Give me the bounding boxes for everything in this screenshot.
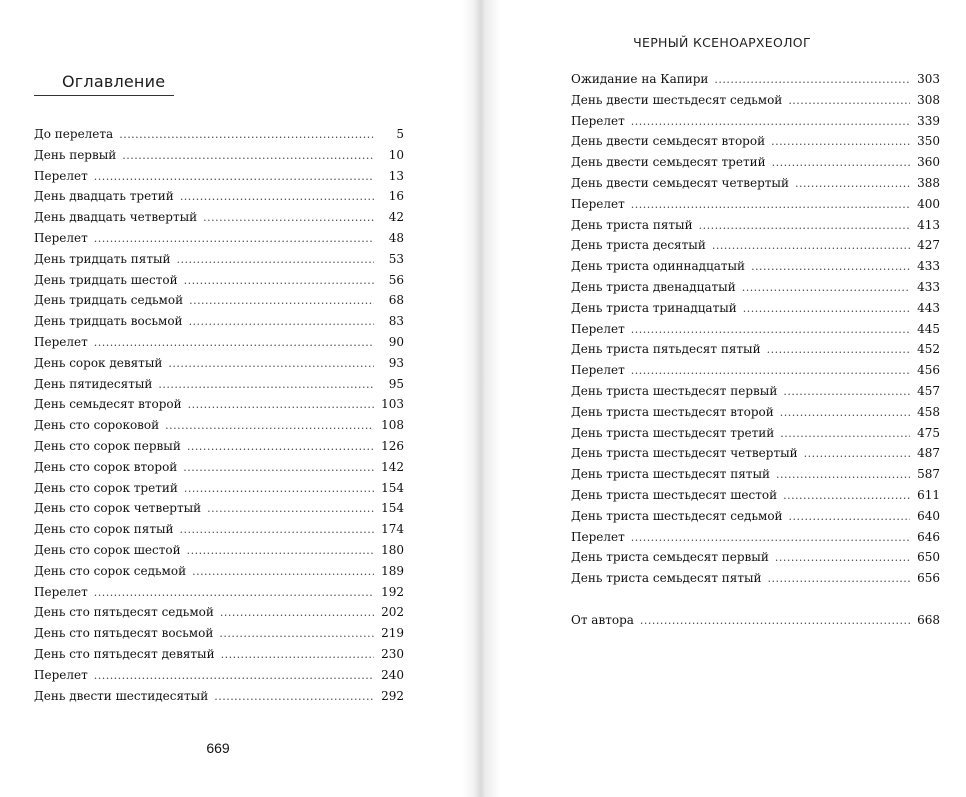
entry-page-number: 108 [381,418,404,433]
left-toc-list [34,124,404,706]
entry-page-number: 475 [917,425,940,440]
entry-title: Перелет [34,334,88,349]
dot-leader [94,666,374,687]
toc-entry [571,152,940,173]
dot-leader [180,187,374,208]
toc-entry [34,686,404,707]
toc-entry [34,145,404,166]
entry-page-number: 457 [917,383,940,398]
dot-leader [776,465,910,486]
dot-leader [743,299,910,320]
entry-page-number: 308 [917,92,940,107]
toc-entry [571,547,940,568]
toc-entry [571,277,940,298]
toc-entry [571,173,940,194]
dot-leader [772,153,910,174]
dot-leader [768,569,910,590]
dot-leader [221,645,374,666]
entry-title: День семьдесят второй [34,397,182,412]
dot-leader [220,603,374,624]
entry-title: День сто сорок шестой [34,542,181,557]
entry-title: День сто сорок третий [34,480,178,495]
entry-title: День сто сороковой [34,418,160,433]
dot-leader [94,583,374,604]
page-number: 669 [206,740,230,756]
entry-page-number: 388 [917,175,940,190]
entry-title: Перелет [571,321,625,336]
entry-page-number: 10 [388,147,404,162]
entry-page-number: 68 [388,293,404,308]
entry-title: День триста тринадцатый [571,300,737,315]
dot-leader [771,132,910,153]
entry-title: День триста шестьдесят второй [571,404,774,419]
entry-page-number: 650 [917,550,940,565]
entry-title: День сорок девятый [34,355,163,370]
entry-title: Ожидание на Капири [571,72,709,86]
entry-title: День сто сорок второй [34,459,178,474]
entry-page-number: 640 [917,508,940,523]
entry-page-number: 5 [396,127,404,141]
entry-page-number: 646 [917,529,940,544]
dot-leader [189,312,374,333]
entry-title: Перелет [34,667,88,682]
entry-title: День двести семьдесят второй [571,134,766,149]
running-head: ЧЕРНЫЙ КСЕНОАРХЕОЛОГ [633,35,811,50]
entry-page-number: 93 [388,355,404,370]
toc-entry [34,374,404,395]
dot-leader [177,250,374,271]
entry-title: День триста шестьдесят шестой [571,487,778,502]
dot-leader [631,528,910,549]
entry-title: День триста шестьдесят четвертый [571,446,798,461]
entry-page-number: 303 [917,72,940,86]
dot-leader [742,278,910,299]
toc-entry [34,602,404,623]
entry-page-number: 95 [388,376,404,391]
dot-leader [158,375,374,396]
entry-title: Перелет [571,113,625,128]
dot-leader [94,333,374,354]
toc-entry [34,519,404,540]
dot-leader [783,486,910,507]
dot-leader [780,424,910,445]
dot-leader [214,687,374,708]
entry-page-number: 487 [917,446,940,461]
dot-leader [207,499,374,520]
dot-leader [789,507,910,528]
toc-entry [34,644,404,665]
entry-page-number: 42 [388,210,404,225]
entry-title: От автора [571,612,634,627]
entry-page-number: 142 [381,459,404,474]
entry-title: День тридцать пятый [34,251,171,266]
entry-page-number: 413 [917,217,940,232]
entry-page-number: 433 [917,259,940,274]
entry-page-number: 230 [381,646,404,661]
entry-page-number: 292 [381,688,404,703]
toc-entry [571,423,940,444]
entry-title: День триста пятьдесят пятый [571,342,761,357]
entry-title: День триста семьдесят пятый [571,571,762,586]
toc-entry [571,235,940,256]
entry-page-number: 219 [381,626,404,641]
entry-title: День триста шестьдесят третий [571,425,775,440]
entry-page-number: 90 [388,334,404,349]
entry-page-number: 400 [917,196,940,211]
entry-page-number: 154 [381,501,404,516]
right-toc-list [571,69,940,631]
dot-leader [775,548,910,569]
toc-entry [571,194,940,215]
right-page [478,0,966,797]
entry-title: День двести шестьдесят седьмой [571,92,783,107]
entry-title: День сто пятьдесят восьмой [34,626,214,641]
dot-leader [712,236,910,257]
toc-entry [34,582,404,603]
dot-leader [180,520,374,541]
entry-title: До перелета [34,127,114,141]
toc-entry [571,527,940,548]
toc-entry [571,506,940,527]
entry-page-number: 668 [917,612,940,627]
dot-leader [631,112,910,133]
entry-title: День тридцать восьмой [34,314,183,329]
dot-leader [94,167,374,188]
entry-title: День двести семьдесят четвертый [571,175,789,190]
entry-title: День двадцать четвертый [34,210,198,225]
entry-page-number: 202 [381,605,404,620]
dot-leader [119,125,374,146]
toc-entry [34,207,404,228]
toc-entry [34,124,404,145]
entry-title: День сто пятьдесят седьмой [34,605,214,620]
entry-page-number: 180 [381,542,404,557]
entry-page-number: 433 [917,279,940,294]
dot-leader [165,416,374,437]
entry-page-number: 154 [381,480,404,495]
left-page [0,0,478,797]
toc-entry [34,270,404,291]
entry-title: День сто сорок седьмой [34,563,187,578]
entry-page-number: 350 [917,134,940,149]
entry-title: День двести семьдесят третий [571,155,766,170]
entry-title: День сто сорок четвертый [34,501,202,516]
entry-title: День тридцать шестой [34,272,178,287]
entry-title: День триста шестьдесят первый [571,383,778,398]
dot-leader [168,354,374,375]
toc-entry [34,290,404,311]
entry-title: День триста двенадцатый [571,279,736,294]
entry-title: День двадцать третий [34,189,174,204]
toc-entry [571,256,940,277]
entry-page-number: 13 [388,168,404,183]
toc-entry [571,568,940,589]
entry-page-number: 48 [388,230,404,245]
toc-entry [571,381,940,402]
entry-page-number: 458 [917,404,940,419]
entry-page-number: 360 [917,155,940,170]
entry-page-number: 174 [381,522,404,537]
entry-title: Перелет [571,196,625,211]
entry-page-number: 56 [388,272,404,287]
entry-page-number: 587 [917,467,940,482]
dot-leader [788,91,910,112]
entry-title: День двести шестидесятый [34,688,209,703]
entry-title: Перелет [34,230,88,245]
dot-leader [184,271,374,292]
entry-page-number: 192 [381,584,404,599]
toc-entry [34,540,404,561]
entry-page-number: 83 [388,314,404,329]
dot-leader [122,146,374,167]
toc-entry [34,436,404,457]
toc-entry [571,319,940,340]
entry-title: Перелет [34,168,88,183]
toc-entry [34,332,404,353]
dot-leader [804,444,910,465]
entry-title: Перелет [571,363,625,378]
dot-leader [714,70,910,91]
dot-leader [187,541,374,562]
toc-title: Оглавление [34,72,174,96]
toc-entry [571,485,940,506]
entry-title: День триста семьдесят первый [571,550,769,565]
entry-page-number: 443 [917,300,940,315]
entry-page-number: 611 [917,487,940,502]
dot-leader [189,291,374,312]
entry-title: День триста пятый [571,217,693,232]
toc-entry [34,561,404,582]
dot-leader [219,624,374,645]
entry-page-number: 126 [381,438,404,453]
entry-page-number: 339 [917,113,940,128]
dot-leader [751,257,910,278]
dot-leader [188,395,374,416]
toc-entry [34,415,404,436]
entry-title: День триста шестьдесят пятый [571,467,770,482]
entry-page-number: 103 [381,397,404,412]
entry-title: День триста шестьдесят седьмой [571,508,783,523]
toc-entry [34,166,404,187]
entry-title: День триста одиннадцатый [571,259,746,274]
dot-leader [631,195,910,216]
dot-leader [203,208,374,229]
dot-leader [780,403,910,424]
dot-leader [640,611,910,632]
dot-leader [631,320,910,341]
entry-title: Перелет [571,529,625,544]
toc-entry [34,353,404,374]
toc-entry [34,249,404,270]
toc-entry [571,131,940,152]
dot-leader [94,229,374,250]
dot-leader [183,458,374,479]
entry-title: День триста десятый [571,238,706,253]
toc-entry [571,69,940,90]
entry-title: День пятидесятый [34,376,153,391]
dot-leader [783,382,910,403]
entry-page-number: 456 [917,363,940,378]
toc-entry [34,394,404,415]
entry-page-number: 16 [388,189,404,204]
dot-leader [184,479,374,500]
toc-entry [571,402,940,423]
entry-page-number: 445 [917,321,940,336]
toc-entry [34,186,404,207]
toc-entry [571,298,940,319]
toc-entry [571,90,940,111]
entry-page-number: 53 [388,251,404,266]
toc-entry [34,623,404,644]
afterword-entry [571,610,940,631]
entry-page-number: 189 [381,563,404,578]
entry-title: День сто пятьдесят девятый [34,646,215,661]
toc-spacer [571,589,940,610]
entry-title: День тридцать седьмой [34,293,184,308]
toc-entry [34,228,404,249]
dot-leader [767,340,910,361]
toc-entry [34,665,404,686]
toc-entry [571,443,940,464]
entry-page-number: 656 [917,571,940,586]
toc-entry [34,478,404,499]
entry-page-number: 240 [381,667,404,682]
toc-entry [571,360,940,381]
entry-page-number: 452 [917,342,940,357]
dot-leader [699,216,910,237]
toc-entry [571,464,940,485]
entry-title: День первый [34,147,117,162]
dot-leader [187,437,374,458]
book-gutter [462,0,500,797]
entry-title: Перелет [34,584,88,599]
toc-entry [34,457,404,478]
toc-entry [571,111,940,132]
toc-entry [571,339,940,360]
dot-leader [192,562,374,583]
dot-leader [631,361,910,382]
entry-page-number: 427 [917,238,940,253]
toc-entry [571,215,940,236]
toc-entry [34,311,404,332]
dot-leader [795,174,910,195]
toc-entry [34,498,404,519]
entry-title: День сто сорок первый [34,438,181,453]
entry-title: День сто сорок пятый [34,522,174,537]
